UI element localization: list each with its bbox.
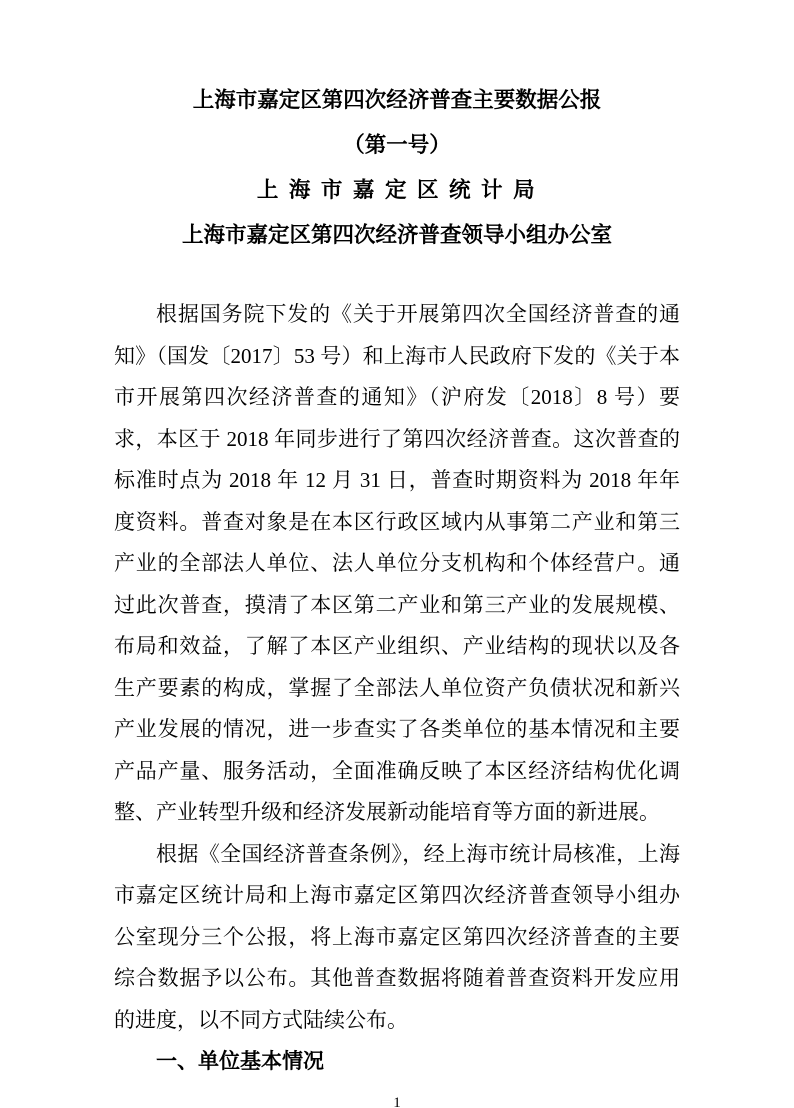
document-title: 上海市嘉定区第四次经济普查主要数据公报 (192, 88, 602, 112)
page-content (114, 0, 680, 1108)
document-body (114, 294, 680, 1083)
paragraph-census-overview: 根据国务院下发的《关于开展第四次全国经济普查的通知》（国发〔2017〕53 号）和上海市人民政府下发的《关于本市开展第四次经济普查的通知》（沪府发〔2018〕8 号）要求，本区于 2018 年同步进行了第四次经济普查。这次普查的标准时点为 2018 年 12 月 31 日，普查时期资料为 2018 年年度资料。普查对象是在本区行政区域内从事第二产业和第三产业的全部法人单位、法人单位分支机构和个体经营户。通过此次普查，摸清了本区第二产业和第三产业的发展规模、布局和效益，了解了本区产业组织、产业结构的现状以及各生产要素的构成，掌握了全部法人单位资产负债状况和新兴产业发展的情况，进一步查实了各类单位的基本情况和主要产品产量、服务活动，全面准确反映了本区经济结构优化调整、产业转型升级和经济发展新动能培育等方面的新进展。 (114, 302, 680, 824)
document-title-block (114, 78, 680, 258)
issuing-agency-statistics-bureau: 上 海 市 嘉 定 区 统 计 局 (256, 178, 538, 202)
paragraph-bulletin-release: 根据《全国经济普查条例》，经上海市统计局核准，上海市嘉定区统计局和上海市嘉定区第四次经济普查领导小组办公室现分三个公报，将上海市嘉定区第四次经济普查的主要综合数据予以公布。其他普查数据将随着普查资料开发应用的进度，以不同方式陆续公布。 (114, 841, 680, 1032)
section-heading-unit-basics: 一、单位基本情况 (156, 1050, 324, 1073)
page-number: 1 (393, 1094, 401, 1108)
issuing-agency-census-office: 上海市嘉定区第四次经济普查领导小组办公室 (181, 223, 612, 247)
document-subtitle-number: （第一号） (343, 133, 451, 157)
